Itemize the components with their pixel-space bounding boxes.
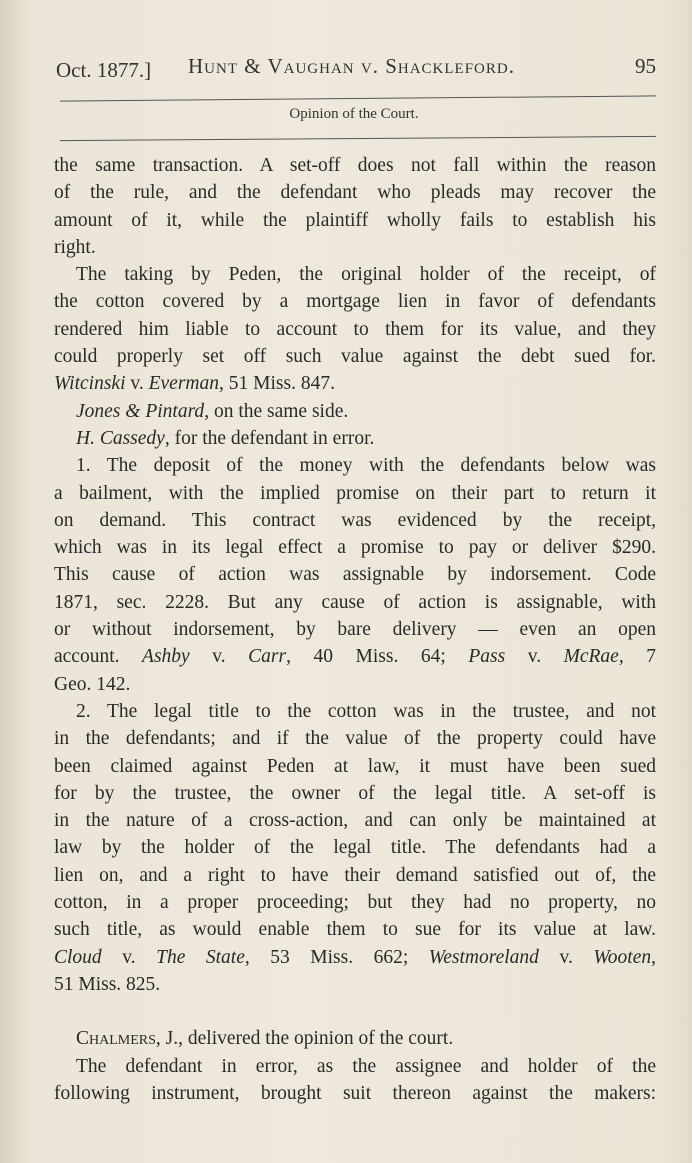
- text-line: 1. The deposit of the money with the defendants below was: [76, 455, 656, 477]
- text-line: of the rule, and the defendant who pleads may recover the: [54, 182, 656, 204]
- header-rule: [60, 95, 656, 101]
- text-line: amount of it, while the plaintiff wholly fails to establish his: [54, 209, 656, 231]
- counsel-line: [54, 398, 656, 425]
- subheader-rule: [60, 136, 656, 141]
- citation: , 40 Miss. 64;: [286, 646, 469, 668]
- header-date: Oct. 1877.]: [56, 58, 152, 82]
- text-fragment: , J., delivered the opinion of the court.: [155, 1028, 454, 1050]
- citation-line: [54, 643, 656, 670]
- text-line: the same transaction. A set-off does not fall within the reason: [54, 155, 656, 176]
- counsel-name: H. Cassedy: [76, 427, 165, 449]
- text-line: right.: [54, 236, 96, 258]
- citation-line: [54, 370, 656, 397]
- header-page-number: 95: [635, 54, 656, 78]
- section-subheader: [0, 106, 692, 123]
- case-name: Witcinski: [54, 373, 126, 395]
- counsel-name: Jones & Pintard: [76, 400, 205, 422]
- text-line: 2. The legal title to the cotton was in the trustee, and not: [76, 700, 656, 722]
- versus: v.: [101, 946, 157, 968]
- citation: , 51 Miss. 847.: [219, 373, 335, 395]
- text-line: the cotton covered by a mortgage lien in favor of defendants: [54, 291, 656, 313]
- text-line: such title, as would enable them to sue for its value at law.: [54, 919, 656, 941]
- text-line: for by the trustee, the owner of the legal title. A set-off is: [54, 782, 656, 804]
- case-name: The State: [156, 946, 245, 968]
- text-line: which was in its legal effect a promise to pay or deliver $290.: [54, 537, 656, 559]
- case-name: Ashby: [142, 646, 190, 668]
- text-line: in the nature of a cross-action, and can only be maintained at: [54, 810, 656, 832]
- versus: v.: [189, 646, 249, 668]
- versus: v.: [505, 646, 564, 668]
- text-line: lien on, and a right to have their demand satisfied out of, the: [54, 864, 656, 886]
- text-line: or without indorsement, by bare delivery — even an open: [54, 619, 656, 641]
- citation: , 53 Miss. 662;: [244, 946, 429, 968]
- case-name: Cloud: [54, 946, 102, 968]
- case-name: Everman: [148, 373, 220, 395]
- citation-line: [54, 944, 656, 971]
- case-name: Carr: [248, 646, 287, 668]
- text-line: law by the holder of the legal title. The defendants had a: [54, 837, 656, 859]
- case-name: Pass: [468, 646, 506, 668]
- case-name: McRae: [563, 646, 619, 668]
- text-line: on demand. This contract was evidenced by the receipt,: [54, 509, 656, 531]
- body-text: [54, 152, 656, 1107]
- case-name: Wooten: [593, 946, 652, 968]
- text-line: in the defendants; and if the value of the property could have: [54, 728, 656, 750]
- counsel-role: , on the same side.: [204, 400, 349, 422]
- counsel-role: , for the defendant in error.: [164, 427, 375, 449]
- text-line: cotton, in a proper proceeding; but they had no property, no: [54, 892, 656, 914]
- judge-name: Chalmers: [76, 1028, 156, 1050]
- subheader-text: Opinion of the Court.: [289, 106, 419, 122]
- header-case-title: Hunt & Vaughan v. Shackleford.: [188, 54, 515, 78]
- text-line: following instrument, brought suit thereon against the makers:: [54, 1082, 656, 1104]
- opinion-author-line: [54, 1025, 656, 1052]
- paragraph-gap: [54, 998, 656, 1025]
- text-line: 51 Miss. 825.: [54, 973, 161, 995]
- text-line: rendered him liable to account to them for its value, and they: [54, 318, 656, 340]
- citation: ,: [651, 946, 656, 968]
- versus: v.: [125, 373, 149, 395]
- text-line: could properly set off such value against the debt sued for.: [54, 346, 656, 368]
- case-name: Westmoreland: [428, 946, 539, 968]
- text-fragment: account.: [54, 646, 143, 668]
- text-line: 1871, sec. 2228. But any cause of action is assignable, with: [54, 591, 656, 613]
- counsel-line: [54, 425, 656, 452]
- running-header: [52, 52, 656, 88]
- text-line: been claimed against Peden at law, it must have been sued: [54, 755, 656, 777]
- citation: , 7: [618, 646, 657, 668]
- text-line: a bailment, with the implied promise on their part to return it: [54, 482, 656, 504]
- text-line: The defendant in error, as the assignee and holder of the: [76, 1055, 656, 1077]
- text-line: The taking by Peden, the original holder of the receipt, of: [76, 264, 656, 286]
- text-line: Geo. 142.: [54, 673, 131, 695]
- versus: v.: [538, 946, 594, 968]
- text-line: This cause of action was assignable by indorsement. Code: [54, 564, 656, 586]
